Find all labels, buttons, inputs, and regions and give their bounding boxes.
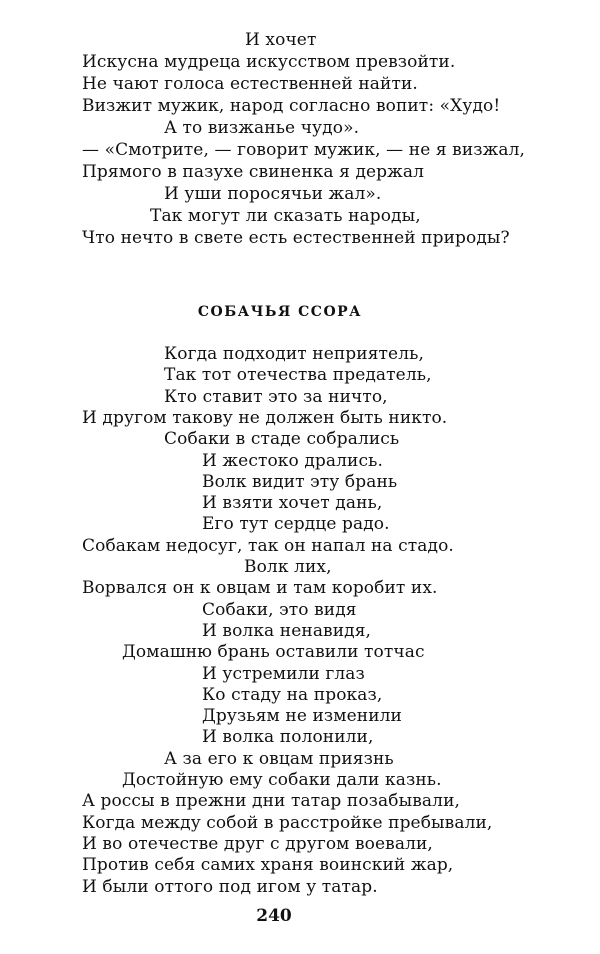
poem-line: А то визжанье чудо». xyxy=(164,118,360,138)
poem-line: Ко стаду на проказ, xyxy=(202,684,383,705)
poem-line: Домашню брань оставили тотчас xyxy=(122,642,425,663)
page-number: 240 xyxy=(256,906,292,926)
poem-line: Собакам недосуг, так он напал на стадо. xyxy=(82,535,454,556)
poem-line: И уши поросячьи жал». xyxy=(164,184,382,204)
poem-line: А россы в прежни дни татар позабывали, xyxy=(82,791,460,812)
poem-line: И волка ненавидя, xyxy=(202,620,372,641)
poem-line: И устремили глаз xyxy=(202,663,365,684)
poem-line: Волк видит эту брань xyxy=(202,471,398,492)
poem-line: Когда подходит неприятель, xyxy=(164,344,424,364)
poem-line: И во отечестве друг с другом воевали, xyxy=(82,833,433,854)
poem-line: Искусна мудреца искусством превзойти. xyxy=(82,52,456,72)
poem-line: Так тот отечества предатель, xyxy=(164,365,432,386)
poem-line: Что нечто в свете есть естественней природы? xyxy=(82,228,510,248)
poem-line: Достойную ему собаки дали казнь. xyxy=(122,770,442,790)
poem-line: Ворвался он к овцам и там коробит их. xyxy=(82,578,438,599)
poem-line: И взяти хочет дань, xyxy=(202,493,383,514)
poem-line: Его тут сердце радо. xyxy=(202,514,390,535)
poem-line: Волк лих, xyxy=(244,557,332,577)
poem-line: Собаки, это видя xyxy=(202,599,357,620)
poem-line: И были оттого под игом у татар. xyxy=(82,876,378,897)
poem-line: — «Смотрите, — говорит мужик, — не я визжал, xyxy=(82,140,526,160)
poem-line: Собаки в стаде собрались xyxy=(164,429,400,450)
poem-line: Когда между собой в расстройке пребывали, xyxy=(82,812,493,833)
poem-line: И другом такову не должен быть никто. xyxy=(82,407,448,428)
poem-line: Так могут ли сказать народы, xyxy=(150,206,421,226)
poem-title: СОБАЧЬЯ ССОРА xyxy=(197,304,363,320)
poem-line: Не чают голоса естественней найти. xyxy=(82,74,418,94)
poem-line: Против себя самих храня воинский жар, xyxy=(82,855,454,876)
poem-line: Визжит мужик, народ согласно вопит: «Худо! xyxy=(82,96,501,116)
poem-line: И волка полонили, xyxy=(202,727,374,748)
poem-line: А за его к овцам приязнь xyxy=(164,748,394,769)
poem-line: И жестоко дрались. xyxy=(202,450,383,471)
poem-line: Друзьям не изменили xyxy=(202,706,402,727)
poem-line: Кто ставит это за ничто, xyxy=(164,386,388,407)
poem-line: Прямого в пазухе свиненка я держал xyxy=(82,162,425,182)
poem-line: И хочет xyxy=(245,30,317,50)
